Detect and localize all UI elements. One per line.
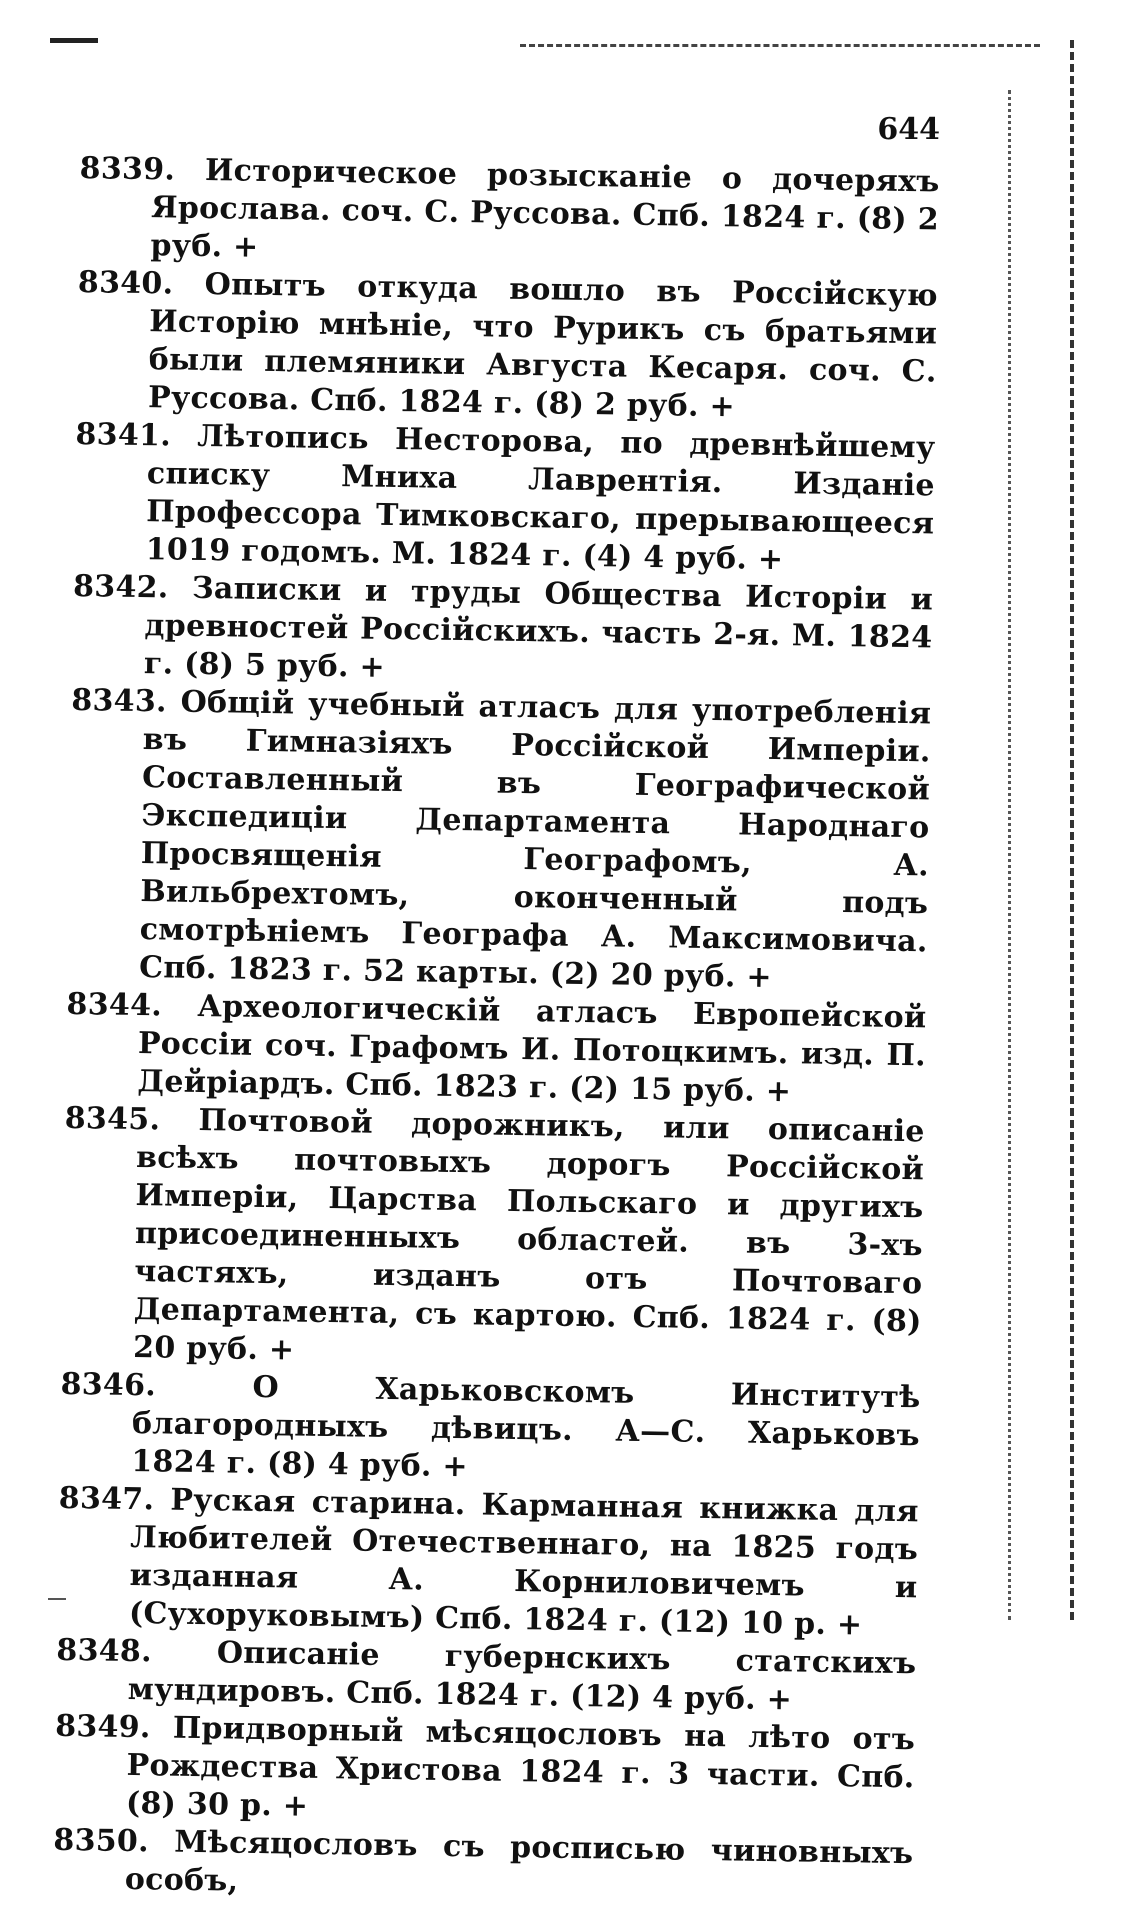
scan-edge [1070, 40, 1080, 1620]
catalog-entry [56, 1632, 917, 1721]
entry-text: Руская старина. Карманная книжка для Любителей Отечественнаго, на 1825 годъ изданная А. Корниловичемъ и (Сухоруковымъ) Спб. 1824 г. (12) 10 р. + [128, 1482, 919, 1643]
catalog-entry [61, 1100, 925, 1379]
entry-text: Общій учебный атласъ для употребленія въ Гимназіяхъ Россійской Имперіи. Составленный въ Географической Экспедиціи Департамента Народнаго Просвященія Географомъ, А. Вильбрехтомъ, оконченный подъ смотрѣніемъ Географа А. Максимовича. Спб. 1823 г. 52 карты. (2) 20 руб. + [138, 684, 932, 995]
entry-number: 8345. [64, 1100, 161, 1138]
catalog-entry [73, 416, 935, 581]
entry-text: Опытъ откуда вошло въ Россійскую Исторію мнѣніе, что Рурикъ съ братьями были племяники Августа Кесаря. соч. С. Руссова. Спб. 1824 г. (8) 2 руб. + [147, 266, 939, 425]
scan-rule [520, 44, 1040, 47]
entry-number: 8348. [56, 1632, 153, 1670]
entry-text: О Харьковскомъ Институтѣ благородныхъ дѣвицъ. А—С. Харьковъ 1824 г. (8) 4 руб. + [131, 1369, 921, 1485]
scan-mark [50, 38, 98, 43]
entry-text: Записки и труды Общества Исторіи и древностей Россійскихъ. часть 2-я. М. 1824 г. (8) 5 руб. + [143, 570, 934, 685]
entry-text: Описаніе губернскихъ статскихъ мундировъ. Спб. 1824 г. (12) 4 руб. + [127, 1635, 917, 1718]
entry-number: 8347. [58, 1480, 155, 1518]
catalog-entry [72, 568, 934, 695]
scan-edge-inner [1008, 90, 1011, 1620]
entry-number: 8344. [66, 986, 163, 1024]
entry-text: Придворный мѣсяцословъ на лѣто отъ Рождества Христова 1824 г. 3 части. Спб. (8) 30 р. + [125, 1710, 916, 1824]
catalog-entry [76, 264, 938, 429]
entry-text: Историческое розысканіе о дочеряхъ Ярослава. соч. С. Руссова. Спб. 1824 г. (8) 2 руб. + [150, 152, 940, 265]
entry-text: Археологическій атласъ Европейской Россіи соч. Графомъ И. Потоцкимъ. изд. П. Дейріардъ. Спб. 1823 г. (2) 15 руб. + [137, 988, 927, 1110]
entry-number: 8343. [71, 682, 168, 720]
catalog-entry [53, 1822, 914, 1911]
catalog-entry [65, 986, 927, 1113]
entry-number: 8339. [79, 150, 176, 188]
entry-text: Мѣсяцословъ съ росписью чиновныхъ особъ, [124, 1824, 914, 1899]
entry-number: 8349. [54, 1708, 151, 1746]
entry-number: 8350. [53, 1822, 150, 1860]
entry-text: Почтовой дорожникъ, или описаніе всѣхъ почтовыхъ дорогъ Россійской Имперіи, Царства Польскаго и другихъ присоединенныхъ областей. въ 3-хъ частяхъ, изданъ отъ Почтоваго Департамента, съ картою. Спб. 1824 г. (8) 20 руб. + [132, 1102, 925, 1368]
entry-number: 8340. [77, 264, 174, 302]
entry-number: 8346. [60, 1366, 157, 1404]
catalog-entries [53, 150, 940, 1911]
catalog-entry [78, 150, 940, 277]
entry-number: 8341. [75, 416, 172, 454]
catalog-entry [54, 1708, 916, 1835]
catalog-entry [57, 1480, 919, 1645]
entry-text: Лѣтопись Несторова, по древнѣйшему списку Мниха Лаврентія. Изданіе Профессора Тимковскаго, прерывающееся 1019 годомъ. М. 1824 г. (4) 4 руб. + [145, 418, 936, 578]
page-number: 644 [877, 112, 940, 147]
catalog-entry [59, 1366, 921, 1493]
entry-number: 8342. [72, 568, 169, 606]
catalog-entry [67, 682, 932, 999]
